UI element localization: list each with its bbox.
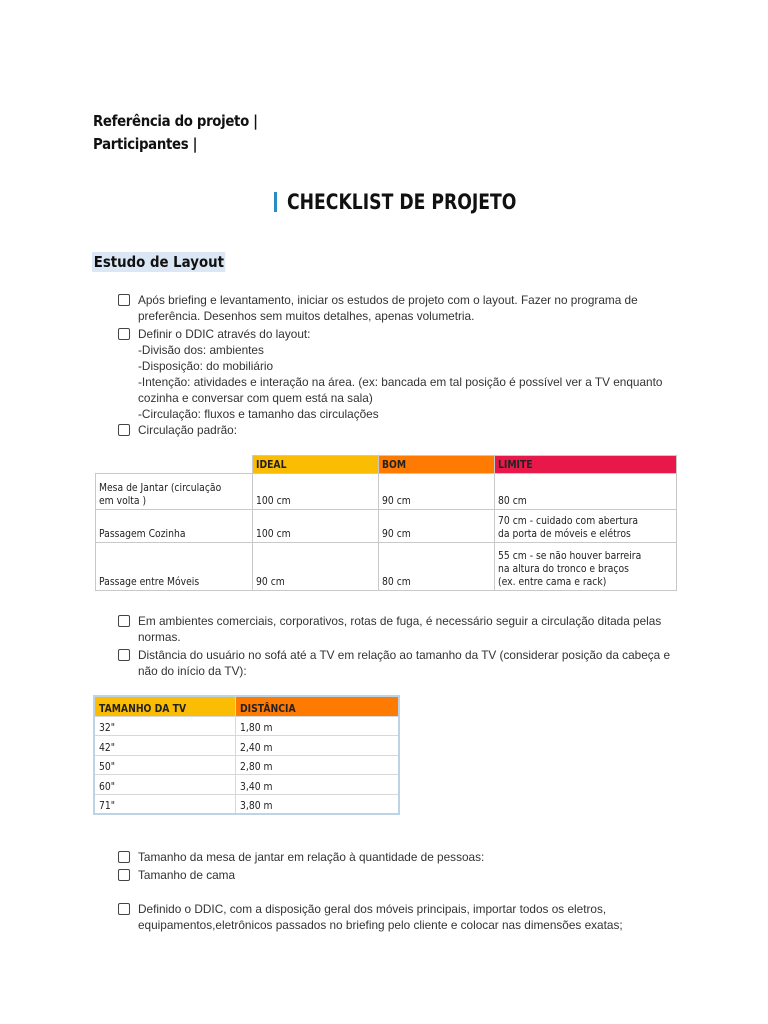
table-cell: 71" bbox=[94, 794, 236, 814]
checklist-item bbox=[118, 326, 678, 422]
table-cell: 90 cm bbox=[253, 543, 379, 591]
table-cell: 90 cm bbox=[378, 474, 494, 510]
table-cell: 60" bbox=[94, 775, 236, 795]
title-accent-bar bbox=[274, 192, 277, 212]
checklist-item bbox=[118, 647, 678, 679]
checklist-item bbox=[118, 849, 678, 865]
table-header-distance: DISTÂNCIA bbox=[236, 696, 400, 716]
section-title: Estudo de Layout bbox=[93, 253, 224, 271]
table-header-empty bbox=[96, 456, 253, 474]
table-cell: 3,80 m bbox=[236, 794, 400, 814]
table-row bbox=[94, 775, 399, 795]
table-cell: 70 cm - cuidado com abertura da porta de móveis e elétros bbox=[495, 510, 677, 543]
page-title bbox=[274, 190, 567, 214]
table-cell: 80 cm bbox=[378, 543, 494, 591]
checkbox[interactable] bbox=[118, 328, 130, 340]
page-title-text: CHECKLIST DE PROJETO bbox=[287, 190, 517, 214]
table-header-ideal: IDEAL bbox=[253, 456, 379, 474]
checkbox[interactable] bbox=[118, 424, 130, 436]
circulation-table bbox=[95, 455, 677, 591]
tv-distance-table bbox=[93, 695, 400, 815]
checkbox[interactable] bbox=[118, 294, 130, 306]
table-cell: Mesa de Jantar (circulação em volta ) bbox=[96, 474, 253, 510]
table-row bbox=[96, 510, 677, 543]
checklist-item bbox=[118, 613, 678, 645]
checklist-item-text: Tamanho da mesa de jantar em relação à quantidade de pessoas: bbox=[138, 850, 485, 864]
table-cell: Passage entre Móveis bbox=[96, 543, 253, 591]
table-header-row bbox=[94, 696, 399, 716]
table-header-bom: BOM bbox=[378, 456, 494, 474]
table-cell: 80 cm bbox=[495, 474, 677, 510]
table-cell: 55 cm - se não houver barreira na altura do tronco e braços (ex. entre cama e rack) bbox=[495, 543, 677, 591]
table-row bbox=[96, 543, 677, 591]
checklist-item-text: Distância do usuário no sofá até a TV em relação ao tamanho da TV (considerar posição da cabeça e não do início da TV): bbox=[138, 648, 671, 678]
table-cell: 2,40 m bbox=[236, 736, 400, 756]
table-cell: 32" bbox=[94, 716, 236, 736]
checklist-item-text: Tamanho de cama bbox=[138, 868, 236, 882]
checkbox[interactable] bbox=[118, 649, 130, 661]
table-header-limite: LIMITE bbox=[495, 456, 677, 474]
checklist-item bbox=[118, 867, 678, 883]
table-row bbox=[96, 474, 677, 510]
checklist-item-text: Circulação padrão: bbox=[138, 423, 238, 437]
table-header-row bbox=[96, 456, 677, 474]
table-cell: 50" bbox=[94, 755, 236, 775]
checkbox[interactable] bbox=[118, 869, 130, 881]
table-cell: 100 cm bbox=[253, 474, 379, 510]
checkbox[interactable] bbox=[118, 851, 130, 863]
checkbox[interactable] bbox=[118, 615, 130, 627]
table-cell: Passagem Cozinha bbox=[96, 510, 253, 543]
checklist-item-text: Após briefing e levantamento, iniciar os estudos de projeto com o layout. Fazer no programa de preferência. Desenhos sem muitos detalhes, apenas volumetria. bbox=[138, 293, 638, 323]
participants-label: Participantes | bbox=[93, 135, 198, 153]
checklist-item-text: Definido o DDIC, com a disposição geral dos móveis principais, importar todos os eletros, equipamentos,eletrônicos passados no briefing pelo cliente e colocar nas dimensões exatas; bbox=[138, 902, 623, 932]
project-reference-label: Referência do projeto | bbox=[93, 112, 258, 130]
checklist-item bbox=[118, 292, 678, 324]
table-cell: 42" bbox=[94, 736, 236, 756]
table-cell: 3,40 m bbox=[236, 775, 400, 795]
table-cell: 1,80 m bbox=[236, 716, 400, 736]
table-cell: 2,80 m bbox=[236, 755, 400, 775]
table-row bbox=[94, 755, 399, 775]
table-row bbox=[94, 716, 399, 736]
checkbox[interactable] bbox=[118, 903, 130, 915]
checklist-item-text: Em ambientes comerciais, corporativos, rotas de fuga, é necessário seguir a circulação ditada pelas normas. bbox=[138, 614, 662, 644]
table-row bbox=[94, 736, 399, 756]
table-cell: 100 cm bbox=[253, 510, 379, 543]
table-row bbox=[94, 794, 399, 814]
table-header-tv-size: TAMANHO DA TV bbox=[94, 696, 236, 716]
checklist-item-text: Definir o DDIC através do layout: -Divisão dos: ambientes -Disposição: do mobiliário -Intenção: atividades e interação na área. (ex: bancada em tal posição é possível ver a TV enquanto cozinha e conversar com quem está na sala) -Circulação: fluxos e tamanho das circulações bbox=[138, 327, 663, 421]
table-cell: 90 cm bbox=[378, 510, 494, 543]
checklist-item bbox=[118, 901, 678, 933]
checklist-item bbox=[118, 422, 678, 438]
